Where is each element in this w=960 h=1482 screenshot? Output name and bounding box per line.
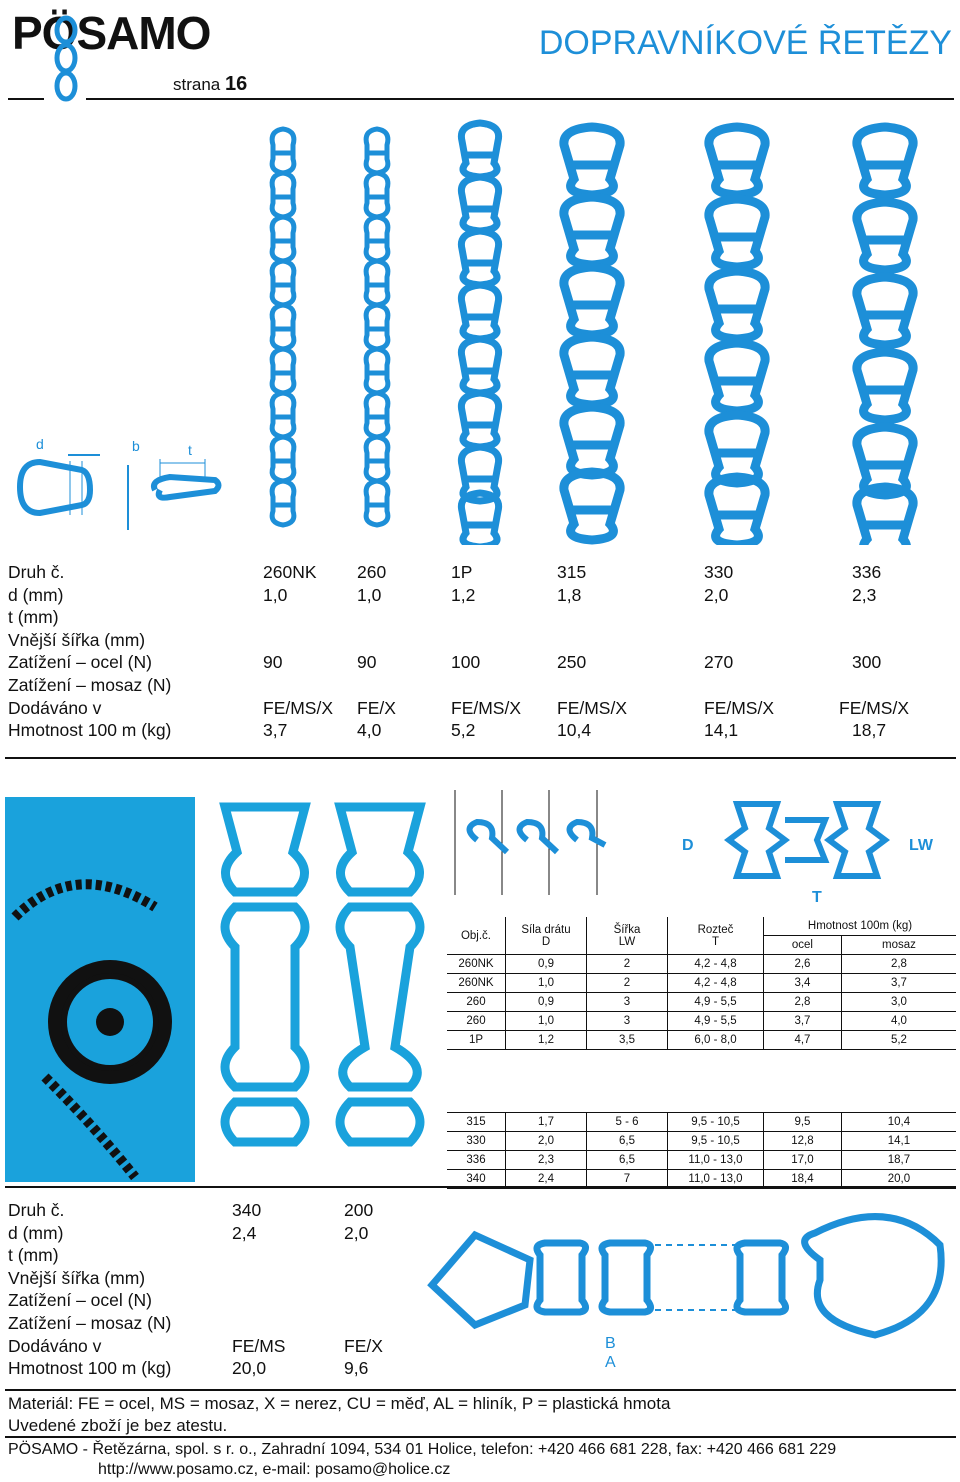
page-number: 16 xyxy=(224,73,248,95)
spec-label: Zatížení – ocel (N) xyxy=(8,652,152,673)
specs-table-1: Druh č. 260NK 260 1P 315 330 336 d (mm) 1,0 1,0 1,2 1,8 2,0 2,3 t (mm) Vnější šířka (mm) Zatížení – ocel (N) 90 90 100 250 270 300 Zatížení – mosaz (N) Dodáváno v FE/MS/X FE/X FE/MS/X FE/MS/X FE/MS/X FE/MS/X Hmotnost 100 m (kg) 3,7 4,0 5,2 10,4 14,1 18,7 xyxy=(8,562,910,741)
label-b: b xyxy=(132,438,140,454)
sprocket-photo xyxy=(5,797,195,1182)
table-row: 260 0,9 3 4,9 - 5,5 2,8 3,0 xyxy=(447,993,956,1012)
page-label: strana 16 xyxy=(173,73,248,95)
spec-label: Dodáváno v xyxy=(8,697,102,718)
spec-label: Hmotnost 100 m (kg) xyxy=(8,1358,172,1379)
spec-label: t (mm) xyxy=(8,607,59,628)
chain-336 xyxy=(857,127,913,545)
spec-label: Zatížení – mosaz (N) xyxy=(8,1312,172,1333)
spec-label: Druh č. xyxy=(8,1200,65,1220)
chain-260nk xyxy=(272,129,294,525)
spec-label: t (mm) xyxy=(8,1245,59,1266)
label-t: t xyxy=(188,442,192,458)
brand-logo: PÖSAMO xyxy=(12,7,211,59)
spec-label: Zatížení – mosaz (N) xyxy=(8,674,172,695)
spec-label: Vnější šířka (mm) xyxy=(8,1267,146,1288)
spec-label: Zatížení – ocel (N) xyxy=(8,1290,152,1311)
wide-chains-illustration xyxy=(205,797,435,1182)
table-row: 260 1,0 3 4,9 - 5,5 3,7 4,0 xyxy=(447,1012,956,1031)
header-rule-left xyxy=(8,98,44,100)
table-row: 336 2,3 6,5 11,0 - 13,0 17,0 18,7 xyxy=(447,1151,956,1170)
spec-label: Druh č. xyxy=(8,562,65,582)
certification-note: Uvedené zboží je bez atestu. xyxy=(8,1416,228,1435)
chain-260 xyxy=(366,129,388,525)
section-rule-2 xyxy=(5,1186,956,1188)
section-rule-4 xyxy=(5,1436,956,1438)
table-row: 340 2,4 7 11,0 - 13,0 18,4 20,0 xyxy=(447,1170,956,1189)
chain-data-table: Obj.č. Síla drátu D Šířka LW Rozteč T Hmotnost 100m (kg) ocel mosaz 260NK 0,9 2 4,2 - 4,8 2,6 2,8 260NK 1,0 2 4,2 - 4,8 3,4 3,7 260 0,9 3 4,9 - 5,5 2,8 3,0 260 1,0 3 4,9 - 5,5 3,7 4,0 1P 1,2 3,5 6,0 - 8,0 4,7 5,2 315 1,7 5 - 6 9,5 - 10,5 9,5 10,4 330 2,0 6,5 9,5 - 10,5 12,8 14,1 336 2,3 6,5 11,0 - 13,0 17,0 18,7 340 2,4 7 11,0 - 13,0 18,4 20,0 xyxy=(447,917,956,1189)
logo-chain-icon xyxy=(50,12,82,104)
specs-table-2: Druh č. 340 200 d (mm) 2,4 2,0 t (mm) Vnější šířka (mm) Zatížení – ocel (N) Zatížení – mosaz (N) Dodáváno v FE/MS FE/X Hmotnost 100 m (kg) 20,0 9,6 xyxy=(8,1200,383,1379)
material-legend: Materiál: FE = ocel, MS = mosaz, X = nerez, CU = měď, AL = hliník, P = plastická hmota xyxy=(8,1394,671,1413)
spec-label: Dodáváno v xyxy=(8,1335,102,1356)
spec-label: d (mm) xyxy=(8,1222,64,1243)
section-rule-1 xyxy=(5,757,956,759)
label-A: A xyxy=(605,1354,616,1371)
table-row: 260NK 0,9 2 4,2 - 4,8 2,6 2,8 xyxy=(447,955,956,974)
chain-1p xyxy=(461,123,498,545)
spec-label: Hmotnost 100 m (kg) xyxy=(8,720,172,741)
table-row: 1P 1,2 3,5 6,0 - 8,0 4,7 5,2 xyxy=(447,1031,956,1050)
spec-label: Vnější šířka (mm) xyxy=(8,629,146,650)
header-rule-right xyxy=(86,98,954,100)
company-address: PÖSAMO - Řetězárna, spol. s r. o., Zahradní 1094, 534 01 Holice, telefon: +420 466 681 228, fax: +420 466 681 229 xyxy=(8,1441,837,1458)
chain-330 xyxy=(709,127,765,545)
label-B: B xyxy=(605,1335,616,1352)
dimension-diagram xyxy=(10,435,230,535)
table-row: 330 2,0 6,5 9,5 - 10,5 12,8 14,1 xyxy=(447,1132,956,1151)
label-d: d xyxy=(36,436,44,452)
chains-illustration xyxy=(255,115,955,545)
page-title: DOPRAVNÍKOVÉ ŘETĚZY xyxy=(538,24,952,62)
chain-315 xyxy=(564,127,620,540)
label-D: D xyxy=(682,837,694,854)
label-LW: LW xyxy=(909,837,933,854)
spec-label: d (mm) xyxy=(8,584,64,605)
company-contact[interactable]: http://www.posamo.cz, e-mail: posamo@holice.cz xyxy=(98,1461,451,1478)
chain-200-drawing xyxy=(420,1205,956,1375)
table-row: 315 1,7 5 - 6 9,5 - 10,5 9,5 10,4 xyxy=(447,1113,956,1132)
technical-drawing xyxy=(447,790,956,912)
section-rule-3 xyxy=(5,1389,956,1391)
table-header-row: Obj.č. Síla drátu D Šířka LW Rozteč T Hmotnost 100m (kg) xyxy=(447,917,956,936)
table-row: 260NK 1,0 2 4,2 - 4,8 3,4 3,7 xyxy=(447,974,956,993)
label-T: T xyxy=(812,889,822,906)
